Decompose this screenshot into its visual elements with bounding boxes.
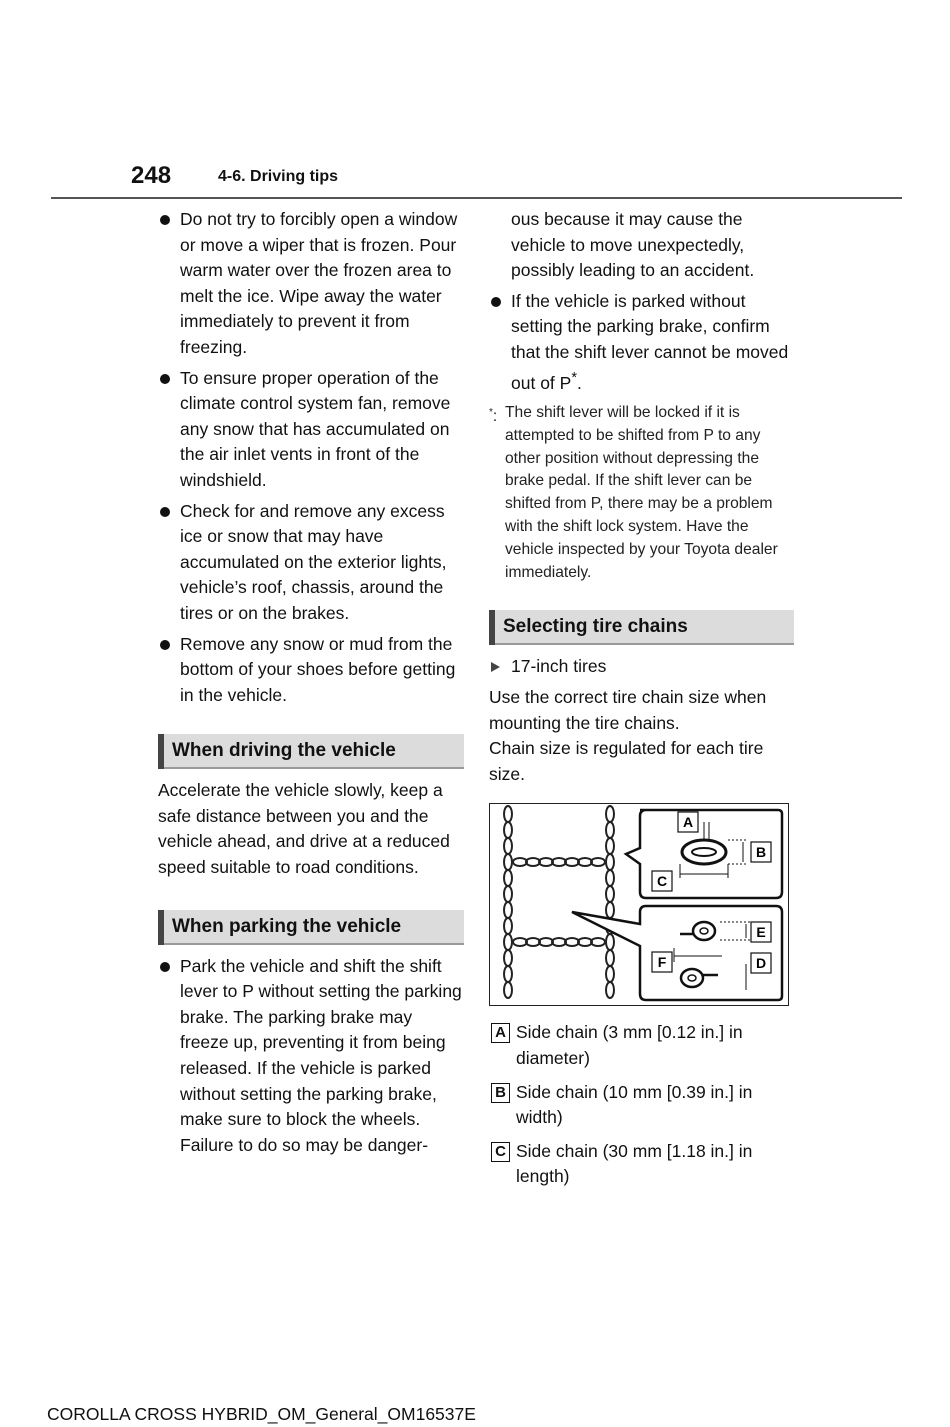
left-column <box>158 207 464 1163</box>
legend-text: Side chain (3 mm [0.12 in.] in diameter) <box>516 1022 743 1068</box>
driving-paragraph: Accelerate the vehicle slowly, keep a safe distance between you and the vehicle ahead, and drive at a reduced speed suitable to road conditions. <box>158 780 450 878</box>
list-item: Check for and remove any excess ice or snow that may have accumulated on the exterior lights, vehicle’s roof, chassis, around the tires or on the brakes. <box>158 499 464 627</box>
right-column <box>489 207 794 1198</box>
chain-paragraph: Chain size is regulated for each tire size. <box>489 738 764 784</box>
list-item: Park the vehicle and shift the shift lever to P without setting the parking brake. The parking brake may freeze up, preventing it from being released. If the vehicle is parked without setting the parking brake, make sure to block the wheels. <box>158 954 464 1133</box>
footnote <box>489 402 794 584</box>
list-item-end: . <box>577 372 582 393</box>
list-item-continuation: Failure to do so may be danger- <box>180 1134 429 1155</box>
label-a <box>678 812 698 832</box>
section-heading-chains <box>489 610 794 645</box>
list-item: To ensure proper operation of the climate control system fan, remove any snow that has accumulated on the air inlet vents in front of the windshield. <box>158 366 464 494</box>
cross-chain-lower <box>513 938 605 946</box>
list-item: Remove any snow or mud from the bottom of your shoes before getting in the vehicle. <box>158 632 464 709</box>
legend-letter: C <box>491 1142 510 1162</box>
continued-text: ous because it may cause the vehicle to move unexpectedly, possibly leading to an accident. <box>511 209 755 281</box>
heading-bar <box>158 734 164 769</box>
list-item: Do not try to forcibly open a window or move a wiper that is frozen. Pour warm water over the frozen area to melt the ice. Wipe away the water immediately to prevent it from freezing. <box>158 207 464 361</box>
label-b <box>751 842 771 862</box>
list-item <box>489 289 794 396</box>
header-divider <box>51 197 902 199</box>
section-title: 4-6. Driving tips <box>218 168 339 185</box>
label-e <box>751 922 771 942</box>
footnote-text: The shift lever will be locked if it is attempted to be shifted from P to any other position without depressing the brake pedal. If the shift lever can be shifted from P, there may be a problem with the shift lock system. Have the vehicle inspected by your Toyota dealer immediately. <box>505 403 778 581</box>
tire-chain-illustration <box>490 804 787 1004</box>
page-number: 248 <box>131 162 172 189</box>
svg-text:F: F <box>657 954 667 971</box>
chain-right <box>606 806 614 998</box>
svg-text:B: B <box>755 844 767 861</box>
label-f <box>652 952 672 972</box>
heading-text: When parking the vehicle <box>172 915 402 937</box>
heading-text: Selecting tire chains <box>503 616 688 638</box>
heading-text: When driving the vehicle <box>172 740 396 762</box>
heading-bar <box>489 610 495 645</box>
legend-text: Side chain (30 mm [1.18 in.] in length) <box>516 1140 753 1187</box>
legend-text: Side chain (10 mm [0.39 in.] in width) <box>516 1081 753 1128</box>
footnote-mark: *: <box>489 406 498 426</box>
tire-chain-figure <box>489 803 789 1006</box>
heading-bar <box>158 910 164 945</box>
cross-chain-upper <box>513 858 605 866</box>
legend-item-c <box>489 1139 794 1190</box>
legend-item-b <box>489 1080 794 1131</box>
list-item-text: If the vehicle is parked without setting the parking brake, confirm that the shift lever cannot be moved out of P <box>511 290 789 393</box>
svg-text:C: C <box>656 873 668 890</box>
section-heading-driving <box>158 734 464 769</box>
chain-left <box>504 806 512 998</box>
footer-text: COROLLA CROSS HYBRID_OM_General_OM16537E <box>47 1404 476 1424</box>
legend-item-a <box>489 1020 794 1071</box>
svg-text:A: A <box>682 814 694 831</box>
label-c <box>652 871 672 891</box>
legend-letter: B <box>491 1083 510 1103</box>
section-heading-parking <box>158 910 464 945</box>
footnote-reference: * <box>571 369 578 386</box>
svg-text:E: E <box>756 924 766 941</box>
tire-size-item: 17-inch tires <box>489 654 794 680</box>
label-d <box>751 953 771 973</box>
chain-paragraph: Use the correct tire chain size when mounting the tire chains. <box>489 686 767 733</box>
svg-text:D: D <box>755 955 767 972</box>
legend-letter: A <box>491 1023 510 1043</box>
